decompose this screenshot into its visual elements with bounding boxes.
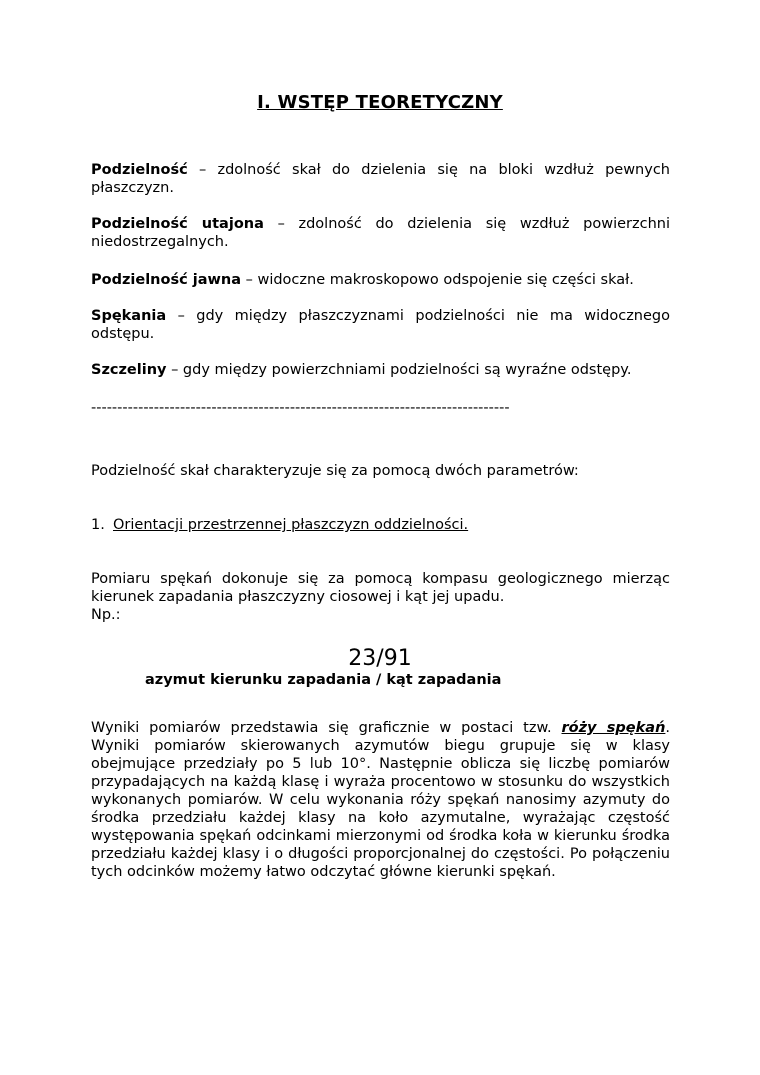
example-value: 23/91 (348, 646, 412, 671)
definition-term: Podzielność utajona (91, 216, 264, 232)
page-title: I. WSTĘP TEORETYCZNY (257, 92, 503, 113)
definition-text: – zdolność do dzielenia się wzdłuż powierzchni niedostrzegalnych. (91, 216, 670, 250)
example-caption: azymut kierunku zapadania / kąt zapadania (145, 672, 502, 688)
definition-text: – gdy między płaszczyznami podzielności nie ma widocznego odstępu. (91, 308, 670, 342)
measurement-text: Pomiaru spękań dokonuje się za pomocą kompasu geologicznego mierząc kierunek zapadania płaszczyzny ciosowej i kąt jej upadu. (91, 571, 670, 605)
definition-term: Podzielność (91, 162, 188, 178)
list-item (91, 516, 468, 534)
intro-text: Podzielność skał charakteryzuje się za pomocą dwóch parametrów: (91, 463, 579, 479)
list-item-text: Orientacji przestrzennej płaszczyzn oddzielności. (113, 517, 469, 533)
results-text-after: . Wyniki pomiarów skierowanych azymutów biegu grupuje się w klasy obejmujące przedziały po 5 lub 10°. Następnie oblicza się liczbę pomiarów przypadających na każdą klasę i wyraża procentowo w stosunku do wszystkich wykonanych pomiarów. W celu wykonania róży spękań nanosimy azymuty do środka przedziału każdej klasy na koło azymutalne, wyrażając częstość występowania spękań odcinkami mierzonymi od środka koła w kierunku środka przedziału każdej klasy i o długości proporcjonalnej do częstości. Po połączeniu tych odcinków możemy łatwo odczytać główne kierunki spękań. (91, 720, 671, 880)
list-item-number: 1. (91, 517, 105, 533)
rose-diagram-term: róży spękań (561, 720, 666, 736)
results-text-before: Wyniki pomiarów przedstawia się graficznie w postaci tzw. (91, 720, 562, 736)
section-divider: -------------------------------------------------------------------------------- (91, 400, 510, 416)
definition-spekania (91, 307, 670, 343)
definition-term: Spękania (91, 308, 167, 324)
definition-szczeliny (91, 361, 670, 379)
definition-podzielnosc-utajona (91, 215, 670, 251)
definition-text: – gdy między powierzchniami podzielności są wyraźne odstępy. (166, 362, 632, 378)
definition-term: Szczeliny (91, 362, 167, 378)
measurement-paragraph (91, 570, 670, 624)
results-paragraph (91, 719, 670, 881)
definition-term: Podzielność jawna (91, 272, 241, 288)
example-label: Np.: (91, 607, 121, 623)
definition-text: – zdolność skał do dzielenia się na bloki wzdłuż pewnych płaszczyzn. (91, 162, 670, 196)
definition-text: – widoczne makroskopowo odspojenie się części skał. (241, 272, 634, 288)
definition-podzielnosc (91, 161, 670, 197)
definition-podzielnosc-jawna (91, 271, 670, 289)
